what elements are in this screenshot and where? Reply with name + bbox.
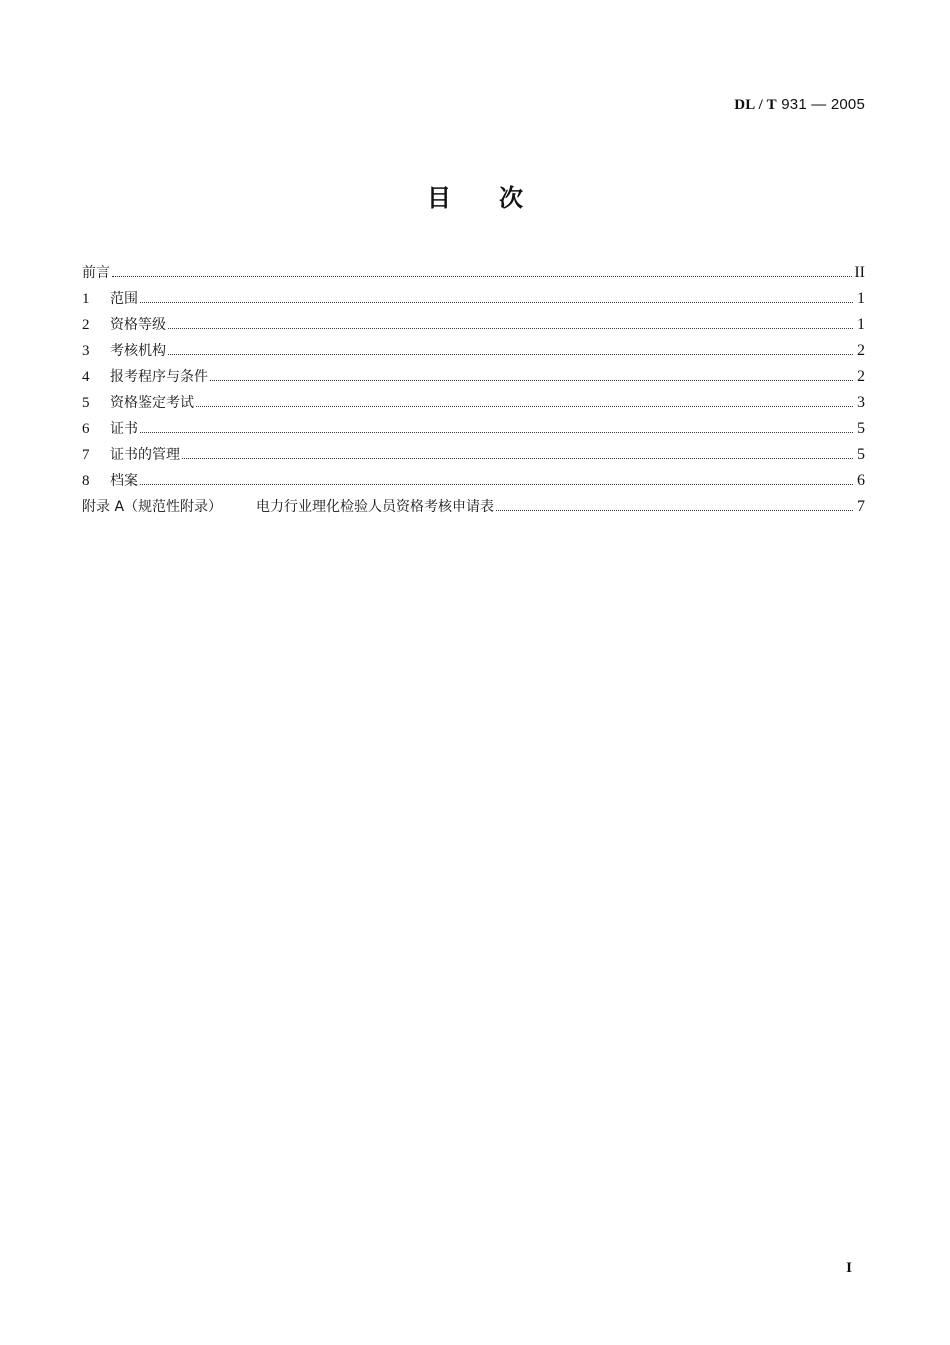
toc-entry-number: 5 — [82, 395, 90, 411]
standard-code — [734, 96, 865, 114]
toc-entry-7[interactable] — [82, 442, 865, 468]
standard-prefix: DL / T — [734, 97, 777, 113]
leader-dots — [210, 379, 853, 381]
toc-entry-page: 5 — [857, 420, 865, 437]
toc-entry-label: 考核机构 — [110, 343, 166, 359]
toc-entry-number: 6 — [82, 421, 90, 437]
leader-dots — [168, 353, 853, 355]
toc-entry-label: 资格鉴定考试 — [110, 395, 194, 411]
leader-dots — [140, 301, 853, 303]
toc-entry-number: 7 — [82, 447, 90, 463]
toc-entry-8[interactable] — [82, 468, 865, 494]
toc-entry-preface[interactable] — [82, 260, 865, 286]
toc-entry-page: 5 — [857, 446, 865, 463]
toc-entry-number: 2 — [82, 317, 90, 333]
annex-title: 电力行业理化检验人员资格考核申请表 — [256, 499, 495, 515]
toc-entry-label: 证书 — [110, 421, 138, 437]
page-title: 目次 — [427, 184, 571, 212]
leader-dots — [496, 509, 853, 511]
page-number: I — [846, 1260, 852, 1276]
toc-entry-label: 前言 — [82, 265, 110, 281]
leader-dots — [140, 483, 853, 485]
toc-entry-page: 7 — [857, 498, 865, 515]
toc-entry-4[interactable] — [82, 364, 865, 390]
toc-entry-label: 报考程序与条件 — [110, 369, 208, 385]
toc-entry-page: II — [854, 264, 865, 281]
toc-entry-label: 范围 — [110, 291, 138, 307]
toc-entry-number: 8 — [82, 473, 90, 489]
toc-entry-6[interactable] — [82, 416, 865, 442]
toc-entry-page: 2 — [857, 368, 865, 385]
leader-dots — [140, 431, 853, 433]
toc-entry-2[interactable] — [82, 312, 865, 338]
leader-dots — [182, 457, 853, 459]
toc-entry-label: 资格等级 — [110, 317, 166, 333]
table-of-contents — [82, 260, 865, 520]
toc-entry-page: 1 — [857, 290, 865, 307]
toc-entry-number: 4 — [82, 369, 90, 385]
leader-dots — [168, 327, 853, 329]
toc-entry-page: 2 — [857, 342, 865, 359]
toc-entry-page: 3 — [857, 394, 865, 411]
toc-entry-5[interactable] — [82, 390, 865, 416]
leader-dots — [196, 405, 853, 407]
leader-dots — [112, 275, 852, 277]
toc-entry-annex-a[interactable] — [82, 494, 865, 520]
toc-entry-number: 1 — [82, 291, 90, 307]
toc-entry-page: 1 — [857, 316, 865, 333]
toc-entry-label: 证书的管理 — [110, 447, 180, 463]
toc-entry-number: 3 — [82, 343, 90, 359]
toc-entry-label: 档案 — [110, 473, 138, 489]
toc-entry-3[interactable] — [82, 338, 865, 364]
toc-entry-1[interactable] — [82, 286, 865, 312]
annex-label: 附录 A（规范性附录） — [82, 499, 223, 515]
toc-entry-page: 6 — [857, 472, 865, 489]
standard-number: 931 — 2005 — [781, 96, 865, 113]
toc-annex-label-group — [82, 494, 494, 520]
